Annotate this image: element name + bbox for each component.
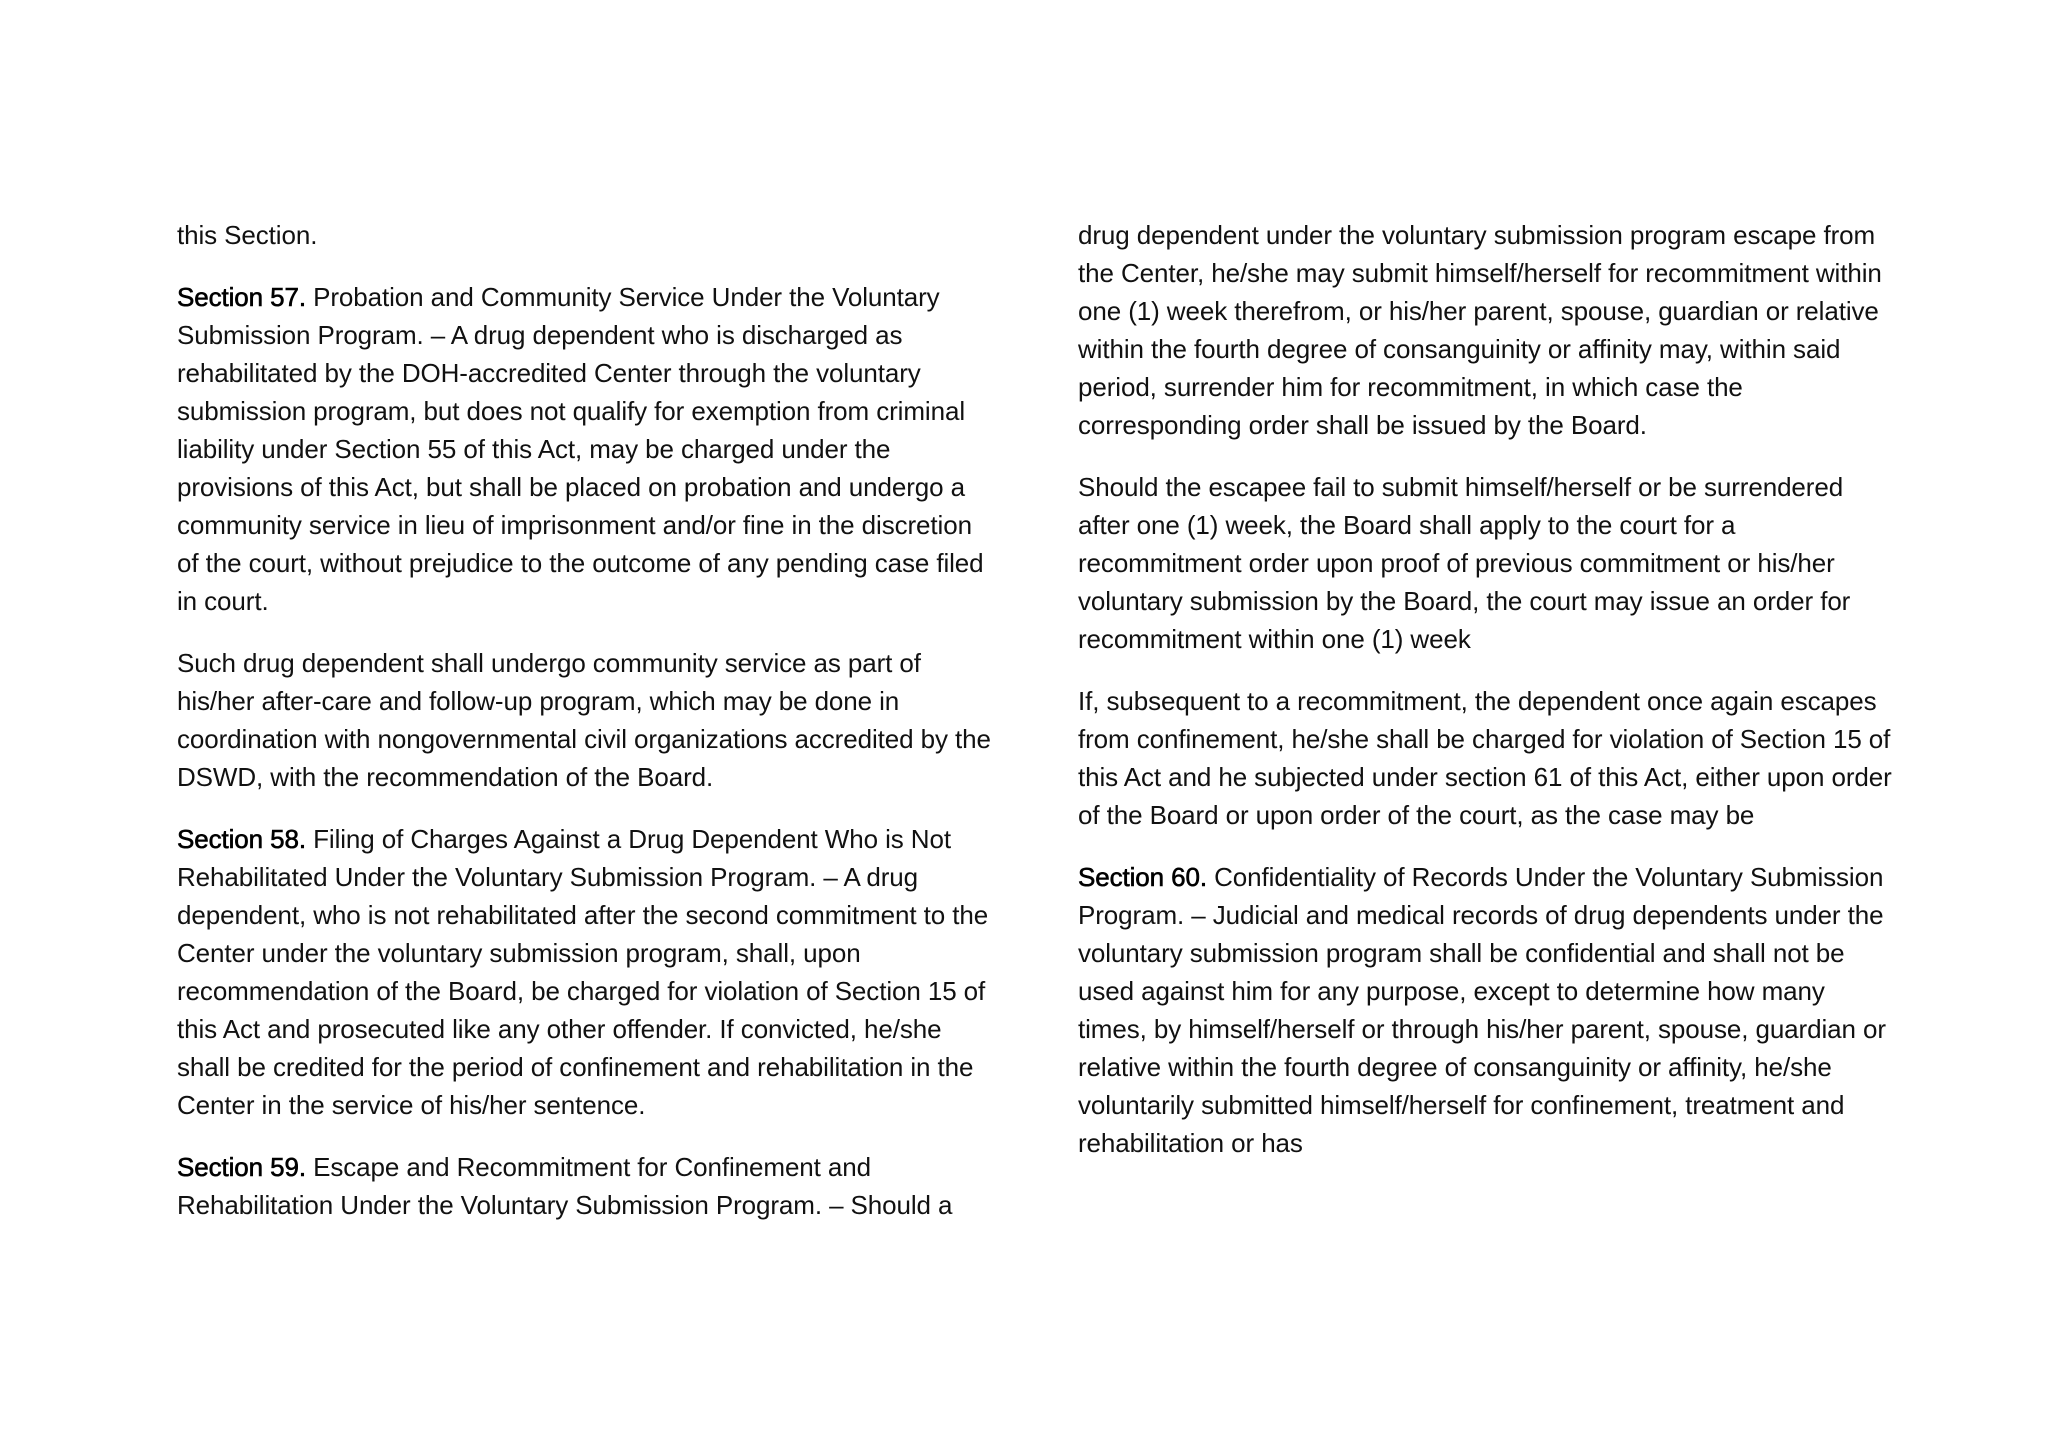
section-59-heading: Section 59.	[177, 1152, 306, 1182]
recommitment-paragraph	[1078, 682, 1898, 834]
escapee-paragraph	[1078, 468, 1898, 658]
section-60-heading: Section 60.	[1078, 862, 1207, 892]
paragraph-text: Such drug dependent shall undergo community service as part of his/her after-care and follow-up program, which may be done in coordination with nongovernmental civil organizations accredited by the DSWD, with the recommendation of the Board.	[177, 648, 991, 792]
paragraph-text: Should the escapee fail to submit himself/herself or be surrendered after one (1) week, the Board shall apply to the court for a recommitment order upon proof of previous commitment or his/her voluntary submission by the Board, the court may issue an order for recommitment within one (1) week	[1078, 472, 1851, 654]
section-58-body: Filing of Charges Against a Drug Dependent Who is Not Rehabilitated Under the Voluntary Submission Program. – A drug dependent, who is not rehabilitated after the second commitment to the Center under the voluntary submission program, shall, upon recommendation of the Board, be charged for violation of Section 15 of this Act and prosecuted like any other offender. If convicted, he/she shall be credited for the period of confinement and rehabilitation in the Center in the service of his/her sentence.	[177, 824, 989, 1120]
section-58-heading: Section 58.	[177, 824, 306, 854]
section-57-heading: Section 57.	[177, 282, 306, 312]
section-59-continuation	[1078, 216, 1898, 444]
section-58	[177, 820, 995, 1124]
section-59	[177, 1148, 995, 1224]
section-59-body: Escape and Recommitment for Confinement and Rehabilitation Under the Voluntary Submission Program. – Should a	[177, 1152, 953, 1220]
section-60-body: Confidentiality of Records Under the Voluntary Submission Program. – Judicial and medical records of drug dependents under the voluntary submission program shall be confidential and shall not be used against him for any purpose, except to determine how many times, by himself/herself or through his/her parent, spouse, guardian or relative within the fourth degree of consanguinity or affinity, he/she voluntarily submitted himself/herself for confinement, treatment and rehabilitation or has	[1078, 862, 1886, 1158]
paragraph-text: If, subsequent to a recommitment, the dependent once again escapes from confinement, he/she shall be charged for violation of Section 15 of this Act and he subjected under section 61 of this Act, either upon order of the Board or upon order of the court, as the case may be	[1078, 686, 1892, 830]
section-60	[1078, 858, 1898, 1162]
paragraph-text: drug dependent under the voluntary submission program escape from the Center, he/she may submit himself/herself for recommitment within one (1) week therefrom, or his/her parent, spouse, guardian or relative within the fourth degree of consanguinity or affinity may, within said period, surrender him for recommitment, in which case the corresponding order shall be issued by the Board.	[1078, 220, 1882, 440]
right-column	[1078, 216, 1898, 1186]
section-57-body: Probation and Community Service Under the Voluntary Submission Program. – A drug dependent who is discharged as rehabilitated by the DOH-accredited Center through the voluntary submission program, but does not qualify for exemption from criminal liability under Section 55 of this Act, may be charged under the provisions of this Act, but shall be placed on probation and undergo a community service in lieu of imprisonment and/or fine in the discretion of the court, without prejudice to the outcome of any pending case filed in court.	[177, 282, 984, 616]
community-service-paragraph	[177, 644, 995, 796]
section-57	[177, 278, 995, 620]
left-column	[177, 216, 995, 1248]
paragraph-text: this Section.	[177, 220, 318, 250]
continuation-paragraph	[177, 216, 995, 254]
